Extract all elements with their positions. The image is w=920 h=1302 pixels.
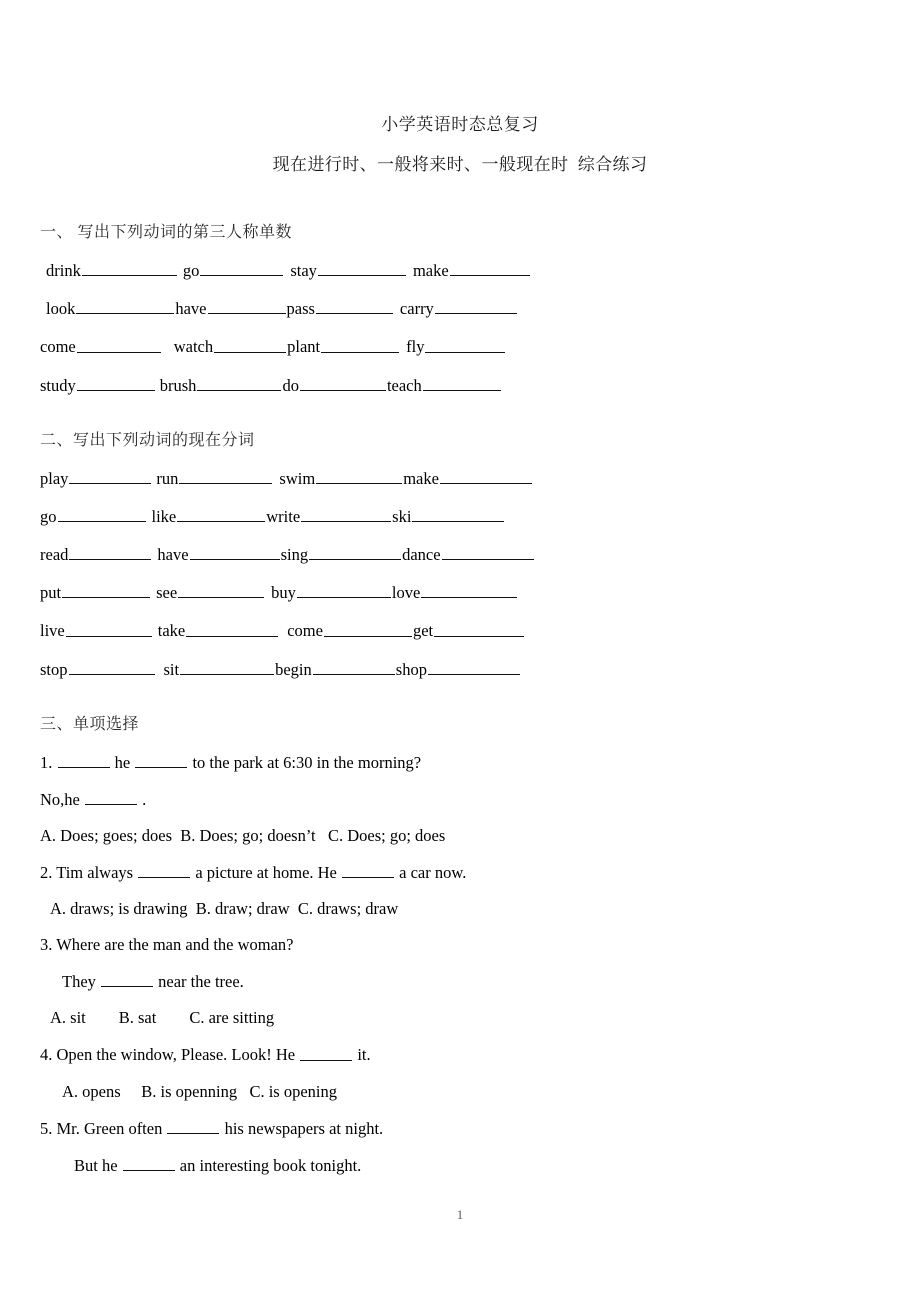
answer-blank[interactable] — [101, 971, 153, 987]
answer-blank[interactable] — [297, 582, 391, 598]
answer-blank[interactable] — [58, 506, 146, 522]
answer-blank[interactable] — [324, 620, 412, 636]
spacer — [40, 244, 600, 260]
text-run: But he — [74, 1155, 122, 1175]
verb-word: write — [266, 507, 301, 527]
verb-word: see — [156, 583, 178, 603]
answer-blank[interactable] — [450, 260, 530, 276]
text-run: 1. — [40, 752, 57, 772]
verb-row — [40, 544, 600, 565]
answer-blank[interactable] — [62, 582, 150, 598]
verb-word: drink — [46, 261, 81, 281]
answer-blank[interactable] — [313, 659, 395, 675]
text-run: 4. Open the window, Please. Look! He — [40, 1045, 300, 1065]
answer-blank[interactable] — [421, 582, 517, 598]
answer-blank[interactable] — [66, 620, 152, 636]
verb-word: go — [40, 507, 57, 527]
spacer — [40, 1102, 600, 1118]
question-options[interactable]: A. Does; goes; does B. Does; go; doesn’t C. Does; go; does — [40, 826, 446, 846]
verb-row — [40, 620, 600, 641]
page-title: 小学英语时态总复习 — [381, 115, 539, 134]
spacer — [40, 396, 600, 430]
answer-blank[interactable] — [135, 752, 187, 768]
answer-blank[interactable] — [318, 260, 406, 276]
spacer — [40, 603, 600, 620]
verb-word: have — [157, 545, 189, 565]
verb-row — [40, 468, 600, 489]
verb-word: ski — [392, 507, 412, 527]
answer-blank[interactable] — [177, 506, 265, 522]
question-stem — [40, 862, 600, 883]
question-stem-continued — [40, 789, 600, 810]
text-run: 5. Mr. Green often — [40, 1118, 167, 1138]
verb-word: come — [287, 621, 323, 641]
answer-blank[interactable] — [425, 336, 505, 352]
verb-row — [40, 659, 600, 680]
answer-blank[interactable] — [442, 544, 534, 560]
verb-word: look — [46, 299, 76, 319]
text-run: 3. Where are the man and the woman? — [40, 935, 294, 955]
spacer — [40, 642, 600, 659]
verb-word: run — [156, 468, 179, 488]
verb-word: do — [282, 375, 299, 395]
question-stem-continued — [40, 971, 600, 992]
verb-row — [40, 336, 600, 357]
answer-blank[interactable] — [69, 544, 151, 560]
text-run: he — [110, 752, 135, 772]
question-stem — [40, 1044, 600, 1065]
text-run: . — [138, 790, 147, 810]
verb-word: watch — [173, 337, 214, 357]
answer-blank[interactable] — [428, 659, 520, 675]
spacer — [40, 281, 600, 298]
spacer — [40, 358, 600, 375]
answer-blank[interactable] — [197, 375, 281, 391]
verb-word: fly — [406, 337, 425, 357]
page-subtitle: 现在进行时、一般将来时、一般现在时 综合练习 — [272, 155, 648, 174]
verb-word: teach — [386, 375, 422, 395]
answer-blank[interactable] — [190, 544, 280, 560]
verb-word: go — [182, 261, 200, 281]
verb-word: like — [151, 507, 177, 527]
answer-blank[interactable] — [82, 260, 177, 276]
question-stem — [40, 935, 600, 955]
verb-word: begin — [275, 659, 312, 679]
verb-word: live — [40, 621, 65, 641]
verb-word: study — [40, 375, 76, 395]
verb-word: buy — [271, 583, 296, 603]
spacer — [40, 1139, 600, 1155]
spacer — [40, 883, 600, 899]
verb-row — [40, 260, 600, 281]
answer-blank[interactable] — [309, 544, 401, 560]
text-run: They — [62, 972, 101, 992]
text-run: No,he — [40, 790, 84, 810]
answer-blank[interactable] — [342, 862, 394, 878]
answer-blank[interactable] — [200, 260, 283, 276]
verb-word: brush — [159, 375, 197, 395]
text-run: near the tree. — [154, 972, 244, 992]
answer-blank[interactable] — [316, 468, 402, 484]
spacer — [40, 680, 600, 714]
question-stem — [40, 1118, 600, 1139]
verb-word: shop — [395, 659, 427, 679]
answer-blank[interactable] — [186, 620, 278, 636]
verb-word: get — [412, 621, 434, 641]
verb-word: put — [40, 583, 62, 603]
section-heading: 一、 写出下列动词的第三人称单数 — [40, 224, 293, 241]
answer-blank[interactable] — [321, 336, 399, 352]
text-run: to the park at 6:30 in the morning? — [188, 752, 422, 772]
spacer — [40, 565, 600, 582]
verb-word: sit — [163, 659, 180, 679]
answer-blank[interactable] — [123, 1155, 175, 1171]
question-stem-continued — [40, 1155, 600, 1176]
answer-blank[interactable] — [167, 1118, 219, 1134]
verb-word: make — [403, 468, 439, 488]
question-options[interactable]: A. opens B. is openning C. is opening — [62, 1081, 337, 1101]
verb-word: make — [412, 261, 449, 281]
verb-word: pass — [286, 299, 315, 319]
verb-word: stop — [40, 659, 68, 679]
text-run: a picture at home. He — [191, 863, 342, 883]
spacer — [40, 773, 600, 789]
document-title-block — [0, 112, 920, 178]
spacer — [40, 846, 600, 862]
verb-word: play — [40, 468, 69, 488]
answer-blank[interactable] — [178, 582, 264, 598]
answer-blank[interactable] — [434, 620, 524, 636]
answer-blank[interactable] — [69, 659, 155, 675]
answer-blank[interactable] — [58, 752, 110, 768]
answer-blank[interactable] — [300, 1044, 352, 1060]
verb-word: take — [157, 621, 186, 641]
answer-blank[interactable] — [208, 298, 286, 314]
verb-word: carry — [399, 299, 434, 319]
question-options[interactable]: A. sit B. sat C. are sitting — [50, 1008, 275, 1028]
verb-word: read — [40, 545, 69, 565]
verb-word: dance — [402, 545, 441, 565]
answer-blank[interactable] — [138, 862, 190, 878]
answer-blank[interactable] — [440, 468, 532, 484]
text-run: 2. Tim always — [40, 863, 138, 883]
answer-blank[interactable] — [180, 659, 274, 675]
verb-word: stay — [290, 261, 317, 281]
spacer — [40, 319, 600, 336]
verb-row — [40, 298, 600, 319]
text-run: his newspapers at night. — [220, 1118, 384, 1138]
spacer — [40, 810, 600, 826]
verb-row — [40, 506, 600, 527]
answer-blank[interactable] — [69, 468, 151, 484]
spacer — [40, 955, 600, 971]
answer-blank[interactable] — [77, 375, 155, 391]
answer-blank[interactable] — [214, 336, 286, 352]
text-run: a car now. — [395, 863, 467, 883]
spacer — [40, 992, 600, 1008]
spacer — [40, 1066, 600, 1082]
verb-word: come — [40, 337, 76, 357]
answer-blank[interactable] — [435, 298, 517, 314]
worksheet-content — [40, 222, 600, 1176]
spacer — [40, 527, 600, 544]
question-stem — [40, 752, 600, 773]
verb-word: swim — [279, 468, 316, 488]
verb-row — [40, 582, 600, 603]
text-run: it. — [353, 1045, 371, 1065]
verb-row — [40, 375, 600, 396]
spacer — [40, 489, 600, 506]
answer-blank[interactable] — [412, 506, 504, 522]
answer-blank[interactable] — [179, 468, 272, 484]
spacer — [40, 452, 600, 468]
answer-blank[interactable] — [316, 298, 393, 314]
answer-blank[interactable] — [76, 298, 174, 314]
answer-blank[interactable] — [85, 789, 137, 805]
answer-blank[interactable] — [77, 336, 161, 352]
section-heading: 二、写出下列动词的现在分词 — [40, 431, 255, 449]
spacer — [40, 1028, 600, 1044]
spacer — [40, 919, 600, 935]
verb-word: love — [391, 583, 421, 603]
verb-word: have — [175, 299, 207, 319]
page-number: 1 — [456, 1208, 464, 1222]
answer-blank[interactable] — [423, 375, 501, 391]
answer-blank[interactable] — [300, 375, 386, 391]
question-options[interactable]: A. draws; is drawing B. draw; draw C. draws; draw — [50, 899, 399, 919]
verb-word: sing — [280, 545, 309, 565]
verb-word: plant — [287, 337, 321, 357]
answer-blank[interactable] — [301, 506, 391, 522]
section-heading: 三、单项选择 — [40, 715, 140, 733]
text-run: an interesting book tonight. — [175, 1155, 362, 1175]
spacer — [40, 736, 600, 752]
